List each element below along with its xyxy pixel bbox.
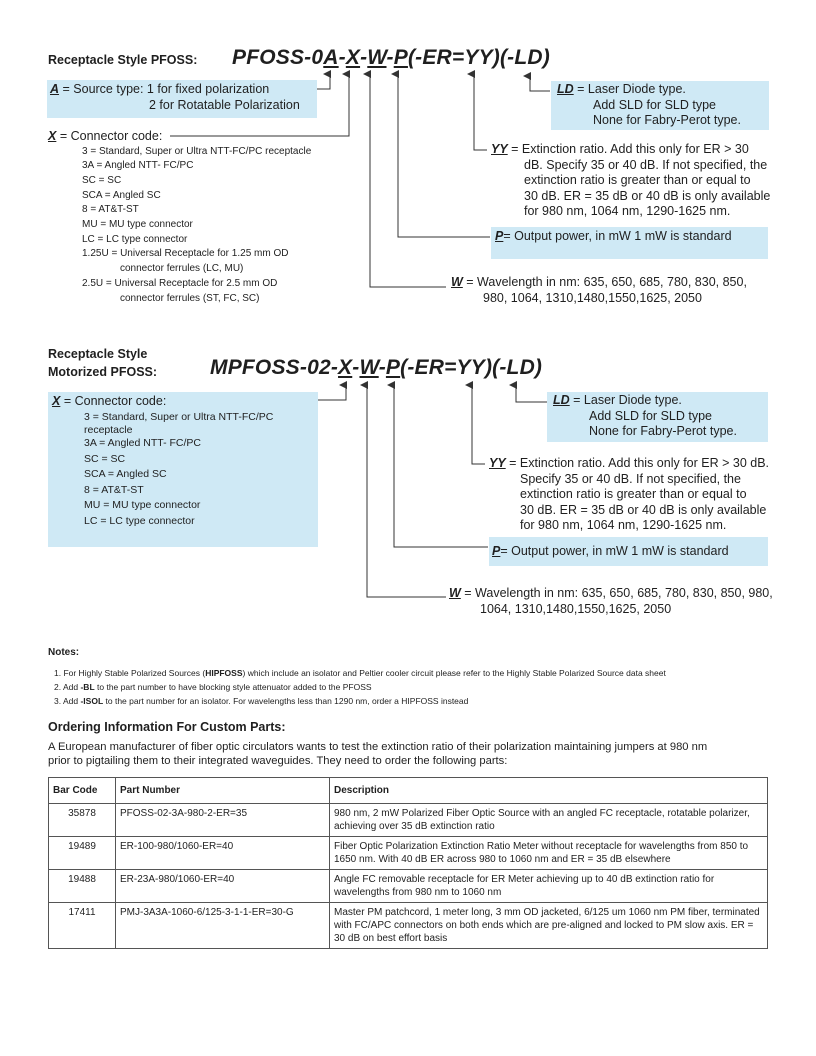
section2-part-number: MPFOSS-02-X-W-P(-ER=YY)(-LD) [210, 356, 543, 379]
motorized-connector-code-box: X = Connector code: 3 = Standard, Super or Ultra NTT-FC/PC receptacle 3A = Angled NTT- FC/PC SC = SC SCA = Angled SC 8 = AT&T-ST MU = MU type connector LC = LC type connector [48, 392, 318, 547]
description-cell: 980 nm, 2 mW Polarized Fiber Optic Source with an angled FC receptacle, rotatable polarizer, achieving over 35 dB extinction ratio [330, 804, 768, 837]
extinction-ratio-block: YY = Extinction ratio. Add this only for ER > 30 dB. Specify 35 or 40 dB. If not specified, the extinction ratio is greater than or equal to 30 dB. ER = 35 dB or 40 dB is only available for 980 nm, 1064 nm, 1290-1625 nm. [491, 142, 771, 218]
pn2-p: P [385, 356, 401, 379]
header-part-number: Part Number [116, 778, 330, 804]
header-description: Description [330, 778, 768, 804]
line-p2 [394, 385, 488, 547]
line-ld1 [530, 76, 550, 91]
ordering-title: Ordering Information For Custom Parts: [48, 720, 286, 734]
bar-code-cell: 19489 [49, 837, 116, 870]
wavelength-block: W = Wavelength in nm: 635, 650, 685, 780, 830, 850, 980, 1064, 1310,1480,1550,1625, 2050 [451, 275, 747, 305]
motorized-wavelength-block: W = Wavelength in nm: 635, 650, 685, 780, 830, 850, 980, 1064, 1310,1480,1550,1625, 2050 [449, 586, 773, 616]
connector-code-block: X = Connector code: 3 = Standard, Super or Ultra NTT-FC/PC receptacle 3A = Angled NTT- FC/PC SC = SC SCA = Angled SC 8 = AT&T-ST MU = MU type connector LC = LC type connector 1.25U = Universal Receptacle for 1.25 mm OD connector ferrules (LC, MU) 2.5U = Universal Receptacle for 2.5 mm OD connector ferrules (ST, FC, SC) [48, 129, 312, 304]
table-row [49, 837, 768, 870]
part-number-cell: PMJ-3A3A-1060-6/125-3-1-1-ER=30-G [116, 903, 330, 949]
bar-code-cell: 19488 [49, 870, 116, 903]
description-cell: Master PM patchcord, 1 meter long, 3 mm OD jacketed, 6/125 um 1060 nm PM fiber, terminated with FC/APC connectors on both ends which are pre-aligned and locked to PM slow axis. ER = 30 dB on best effort basis [330, 903, 768, 949]
note-1: 1. For Highly Stable Polarized Sources (HIPFOSS) which include an isolator and Peltier cooler circuit please refer to the Highly Stable Polarized Source data sheet [54, 668, 666, 678]
note-3: 3. Add -ISOL to the part number for an isolator. For wavelengths less than 1290 nm, order a HIPFOSS instead [54, 696, 469, 706]
line-yy2 [472, 385, 485, 464]
laser-diode-box: LD = Laser Diode type. Add SLD for SLD type None for Fabry-Perot type. [551, 81, 769, 130]
note-2: 2. Add -BL to the part number to have blocking style attenuator added to the PFOSS [54, 682, 372, 692]
section1-label: Receptacle Style PFOSS: [48, 53, 198, 67]
line-ld2 [516, 385, 548, 402]
pn2-x: X [338, 356, 353, 379]
motorized-extinction-ratio-block: YY = Extinction ratio. Add this only for ER > 30 dB. Specify 35 or 40 dB. If not specified, the extinction ratio is greater than or equal to 30 dB. ER = 35 dB or 40 dB is only available for 980 nm, 1064 nm, 1290-1625 nm. [489, 456, 770, 532]
pn-p: P [393, 46, 408, 69]
line-x2 [318, 385, 346, 400]
section1-part-number: PFOSS-0A-X-W-P(-ER=YY)(-LD) [232, 46, 550, 69]
bar-code-cell: 35878 [49, 804, 116, 837]
line-p1 [398, 74, 490, 237]
output-power-box: P= Output power, in mW 1 mW is standard [491, 227, 768, 259]
line-w2 [367, 385, 446, 597]
table-row [49, 903, 768, 949]
pn-a: A [323, 46, 339, 69]
pn2-w: W [359, 356, 379, 379]
table-row [49, 870, 768, 903]
notes-list [54, 666, 794, 708]
pn-x: X [345, 46, 361, 69]
bar-code-cell: 17411 [49, 903, 116, 949]
notes-title: Notes: [48, 647, 80, 658]
line-yy1 [474, 74, 487, 150]
ordering-description: A European manufacturer of fiber optic circulators wants to test the extinction ratio of their polarization maintaining jumpers at 980 nm prior to pigtailing them to their integrated waveguides. They need to order the following parts: [48, 741, 708, 767]
parts-table [48, 777, 768, 949]
description-cell: Angle FC removable receptacle for ER Meter achieving up to 40 dB extinction ratio for wavelengths from 980 nm to 1060 nm [330, 870, 768, 903]
section2-label: Receptacle Style Motorized PFOSS: [48, 347, 158, 379]
motorized-output-power-box: P= Output power, in mW 1 mW is standard [489, 537, 768, 566]
source-type-box: A = Source type: 1 for fixed polarization 2 for Rotatable Polarization [47, 80, 317, 118]
header-bar-code: Bar Code [49, 778, 116, 804]
part-number-cell: PFOSS-02-3A-980-2-ER=35 [116, 804, 330, 837]
pn-w: W [367, 46, 387, 69]
part-number-cell: ER-23A-980/1060-ER=40 [116, 870, 330, 903]
description-cell: Fiber Optic Polarization Extinction Ratio Meter without receptacle for wavelengths from 850 to 1650 nm. With 40 dB ER across 980 to 1060 nm and ER = 35 dB elsewhere [330, 837, 768, 870]
table-row [49, 804, 768, 837]
line-w1 [370, 74, 446, 287]
motorized-laser-diode-box: LD = Laser Diode type. Add SLD for SLD type None for Fabry-Perot type. [547, 392, 768, 442]
table-header-row [49, 778, 768, 804]
part-number-cell: ER-100-980/1060-ER=40 [116, 837, 330, 870]
